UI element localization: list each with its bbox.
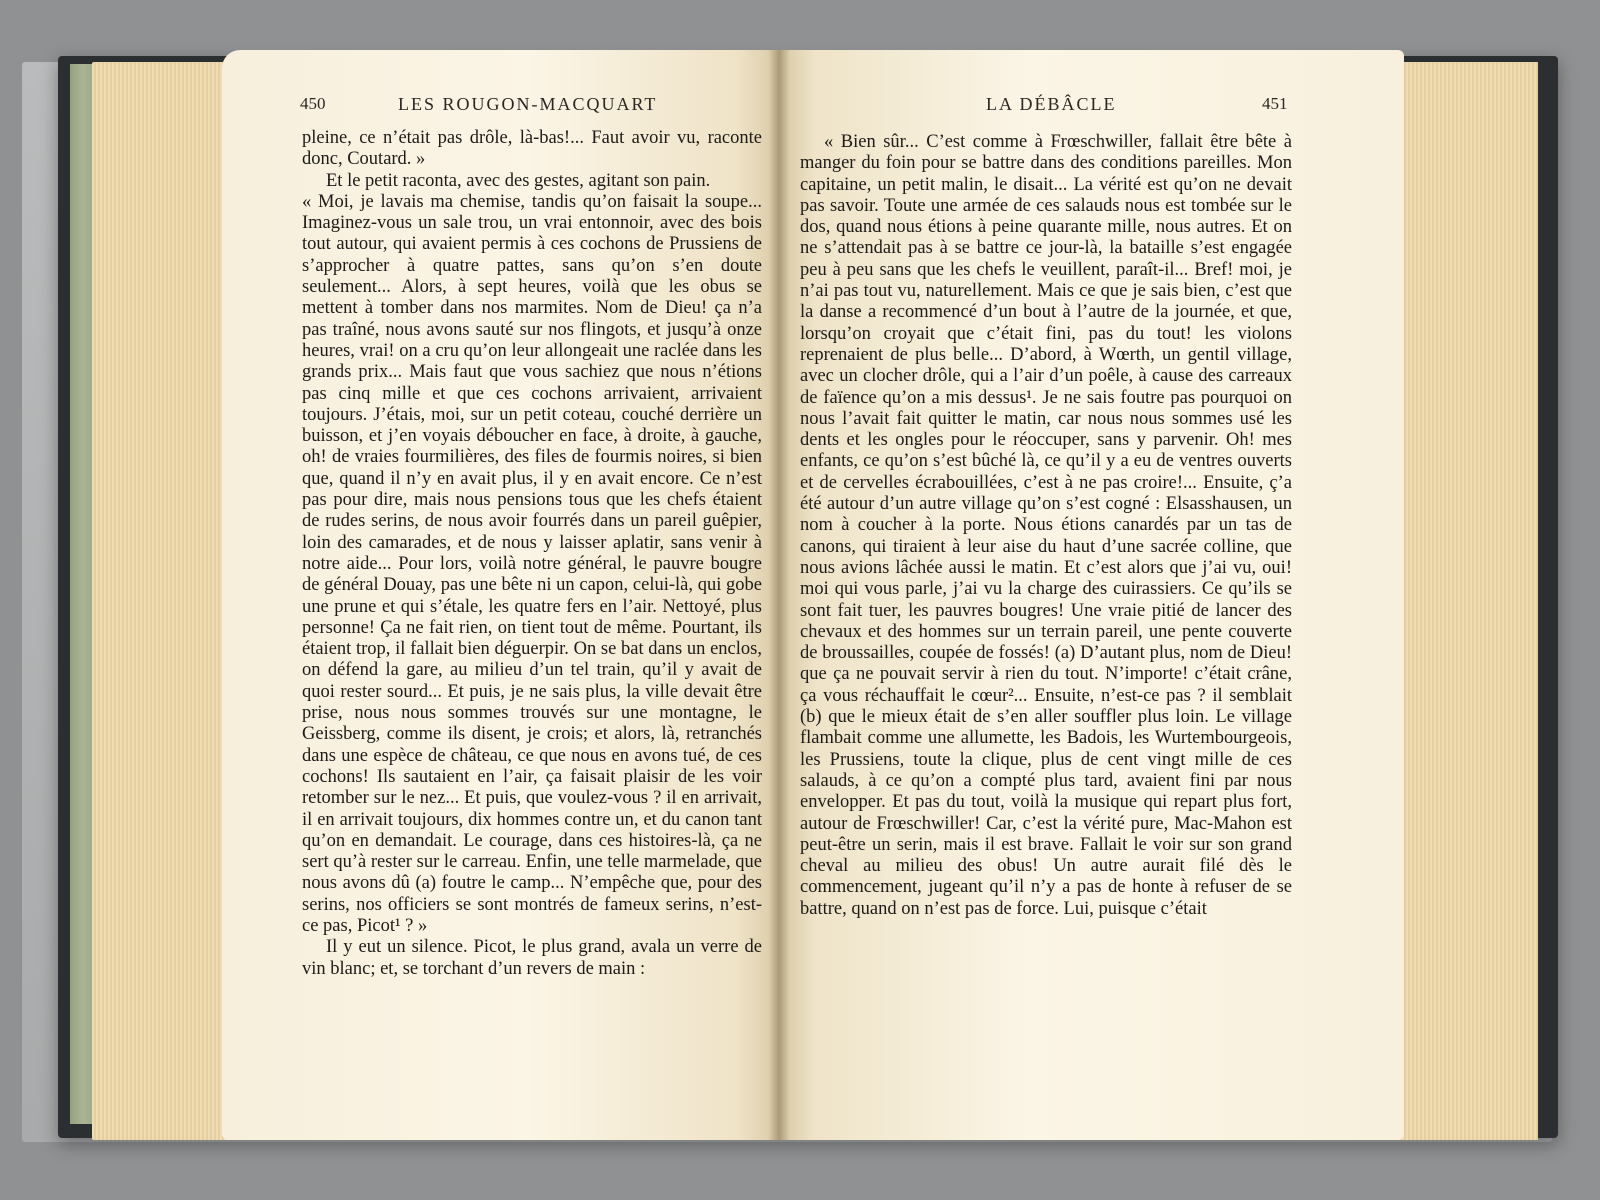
left-page-body bbox=[302, 128, 762, 980]
paragraph: Et le petit raconta, avec des gestes, agitant son pain. bbox=[326, 170, 711, 191]
paragraph: Il y eut un silence. Picot, le plus grand, avala un verre de vin blanc; et, se torchant d’un revers de main : bbox=[302, 937, 762, 979]
left-running-head: LES ROUGON-MACQUART bbox=[398, 94, 658, 114]
paragraph: « Moi, je lavais ma chemise, tandis qu’on faisait la soupe... Imaginez-vous un sale trou, un vrai entonnoir, avec des bois tout autour, qui avaient permis à ces cochons de Prussiens de s’approcher à quatre pattes, sans qu’on s’en doute seulement... Alors, à sept heures, voilà que les obus se mettent à tomber dans nos marmites. Nom de Dieu! ça n’a pas traîné, nous avons sauté sur nos flingots, et jusqu’à onze heures, vrai! on a cru qu’on leur allongeait une raclée dans les grands prix... Mais faut que vous sachiez que nous n’étions pas cinq mille et que ces cochons arrivaient, arrivaient toujours. J’étais, moi, sur un petit coteau, couché derrière un buisson, et j’en voyais déboucher en face, à droite, à gauche, oh! de vraies fourmilières, des files de fourmis noires, si bien que, quand il n’y en avait plus, il y en avait encore. Ce n’est pas pour dire, mais nous pensions tous que les chefs étaient de rudes serins, de nous avoir fourrés dans un pareil guêpier, loin des camarades, et de nous y laisser aplatir, sans venir à notre aide... Pour lors, voilà notre général, le pauvre bougre de général Douay, pas une bête ni un capon, celui-là, qui gobe une prune et qui s’étale, les quatre fers en l’air. Nettoyé, plus personne! Ça ne fait rien, on tient tout de même. Pourtant, ils étaient trop, il fallait bien déguerpir. On se bat dans un enclos, on défend la gare, au milieu d’un tel train, qu’il y avait de quoi rester sourd... Et puis, je ne sais plus, la ville devait être prise, nous nous sommes trouvés sur une montagne, le Geissberg, comme ils disent, je crois; et alors, là, retranchés dans une espèce de château, ce que nous en avons tué, de ces cochons! Ils sautaient en l’air, ça faisait plaisir de les voir retomber sur le nez... Et puis, que voulez-vous ? il en arrivait, il en arrivait toujours, dix hommes contre un, et du canon tant qu’on en demandait. Le courage, dans ces histoires-là, ça ne sert qu’à rester sur le carreau. Enfin, une telle marmelade, que nous avons dû (a) foutre le camp... N’empêche que, pour des serins, nos officiers se sont montrés de fameux serins, n’est-ce pas, Picot¹ ? » bbox=[302, 191, 762, 936]
right-page-body bbox=[800, 132, 1292, 920]
right-page-number: 451 bbox=[1262, 94, 1288, 113]
left-page-number: 450 bbox=[300, 94, 326, 113]
paragraph: pleine, ce n’était pas drôle, là-bas!... Faut avoir vu, raconte donc, Coutard. » bbox=[302, 128, 762, 170]
paragraph: « Bien sûr... C’est comme à Frœschwiller, fallait être bête à manger du foin pour se battre dans des conditions pareilles. Mon capitaine, un petit malin, le disait... La vérité est qu’on ne devait pas savoir. Toute une armée de ces salauds nous est tombée sur le dos, quand nous étions à peine quarante mille, nous autres. Et on ne s’attendait pas à se battre ce jour-là, la bataille s’est engagée peu à peu sans que les chefs le veuillent, paraît-il... Bref! moi, je n’ai pas tout vu, naturellement. Mais ce que je sais bien, c’est que la danse a recommencé d’un bout à l’autre de la journée, et que, lorsqu’on croyait que c’était fini, pas du tout! les violons reprenaient de plus belle... D’abord, à Wœrth, un gentil village, avec un clocher drôle, qui a l’air d’un poêle, à cause des carreaux de faïence qu’on a mis dessus¹. Je ne sais foutre pas pourquoi on nous l’avait fait quitter le matin, car nous nous sommes usé les dents et les ongles pour le réoccuper, sans y parvenir. Oh! mes enfants, ce qu’on s’est bûché là, ce qu’il y a eu de ventres ouverts et de cervelles écrabouillées, c’est à ne pas croire!... Ensuite, ç’a été autour d’un autre village qu’on s’est cogné : Elsasshausen, un nom à coucher à la porte. Nous étions canardés par un tas de canons, qui tiraient à leur aise du haut d’une sacrée colline, que nous avions lâchée aussi le matin. Et c’est alors que j’ai vu, oui! moi qui vous parle, j’ai vu la charge des cuirassiers. Ce qu’ils se sont fait tuer, les pauvres bougres! Une vraie pitié de lancer des chevaux et des hommes sur un terrain pareil, une pente couverte de broussailles, coupée de fossés! (a) D’autant plus, nom de Dieu! que ça ne pouvait servir à rien du tout. N’importe! c’était crâne, ça vous réchauffait le cœur²... Ensuite, n’est-ce pas ? il semblait (b) que le mieux était de s’en aller souffler plus loin. Le village flambait comme une allumette, les Badois, les Wurtembourgeois, les Prussiens, toute la clique, plus de cent vingt mille de ces salauds, à ce qu’on a compté plus tard, avaient fini par nous envelopper. Et pas du tout, voilà la musique qui repart plus fort, autour de Frœschwiller! Car, c’est la vérité pure, Mac-Mahon est peut-être un serin, mais il est brave. Fallait le voir sur son grand cheval au milieu des obus! Un autre aurait filé dès le commencement, jugeant qu’il n’y a pas de honte à refuser de se battre, quand on n’est pas de force. Lui, puisque c’était bbox=[800, 132, 1292, 919]
book-gutter bbox=[768, 50, 790, 1140]
right-running-head: LA DÉBÂCLE bbox=[986, 94, 1117, 114]
